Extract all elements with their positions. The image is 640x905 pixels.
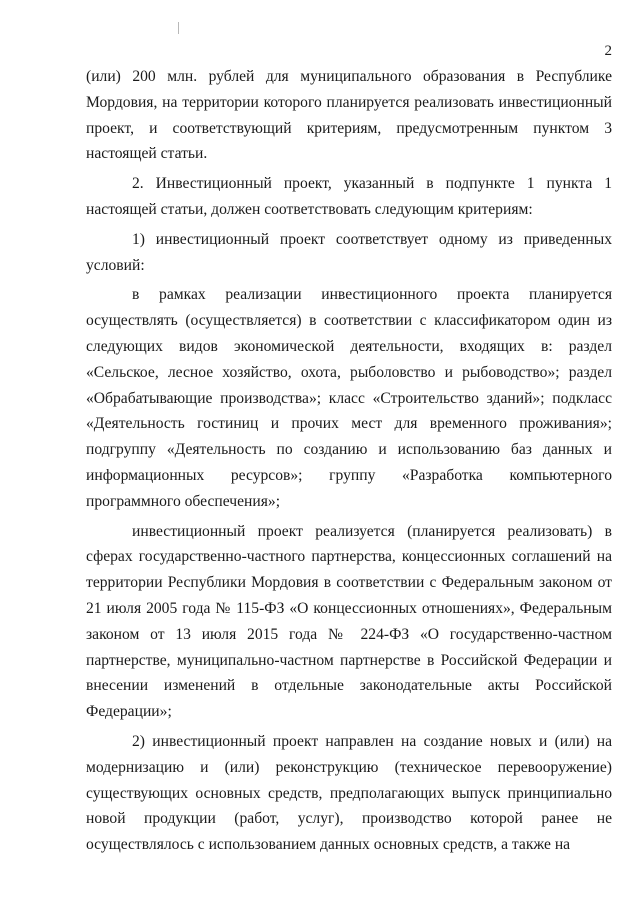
paragraph-economic-activities: в рамках реализации инвестиционного проекта планируется осуществлять (осуществляется) в соответствии с классификатором один из следующих видов экономической деятельности, входящих в: раздел «Сельское, лесное хозяйство, охота, рыболовство и рыбоводство»; раздел «Обрабатывающие производства»; класс «Строительство зданий»; подкласс «Деятельность гостиниц и прочих мест для временного проживания»; подгруппу «Деятельность по созданию и использованию баз данных и информационных ресурсов»; группу «Разработка компьютерного программного обеспечения»; xyxy=(86,286,612,510)
paragraph-subitem-1: 1) инвестиционный проект соответствует одному из приведенных условий: xyxy=(86,230,612,274)
page-number: 2 xyxy=(604,43,612,59)
paragraph-continuation: (или) 200 млн. рублей для муниципального образования в Республике Мордовия, на территории которого планируется реализовать инвестиционный проект, и соответствующий критериям, предусмотренным пунктом 3 настоящей статьи. xyxy=(86,68,612,163)
paragraph-subitem-2: 2) инвестиционный проект направлен на создание новых и (или) на модернизацию и (или) реконструкцию (техническое перевооружение) существующих основных средств, предполагающих выпуск принципиально новой продукции (работ, услуг), производство которой ранее не осуществлялось с использованием данных основных средств, а также на xyxy=(86,732,612,854)
document-body xyxy=(86,64,612,858)
paragraph-public-private-partnership: инвестиционный проект реализуется (планируется реализовать) в сферах государственно-частного партнерства, концессионных соглашений на территории Республики Мордовия в соответствии с Федеральным законом от 21 июля 2005 года № 115-ФЗ «О концессионных отношениях», Федеральным законом от 13 июля 2015 года № 224-ФЗ «О государственно-частном партнерстве, муниципально-частном партнерстве в Российской Федерации и внесении изменений в отдельные законодательные акты Российской Федерации»; xyxy=(86,522,612,721)
scan-artifact-mark xyxy=(178,22,179,34)
paragraph-item-2: 2. Инвестиционный проект, указанный в подпункте 1 пункта 1 настоящей статьи, должен соответствовать следующим критериям: xyxy=(86,175,612,218)
